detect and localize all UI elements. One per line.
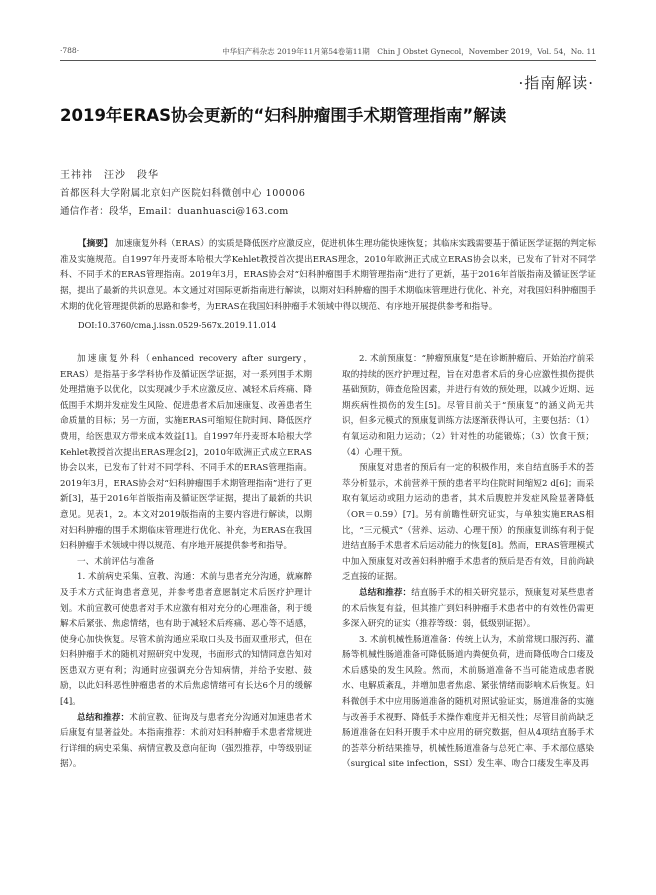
left-column <box>60 352 312 773</box>
page-number: ·788· <box>60 46 80 55</box>
summary-label: 总结和推荐： <box>77 712 130 723</box>
section-heading: 一、术前评估与准备 <box>77 556 155 567</box>
affiliation: 首都医科大学附属北京妇产医院妇科微创中心 100006 <box>60 188 306 199</box>
body-paragraph: 1. 术前病史采集、宣教、沟通：术前与患者充分沟通，就麻醉及手术方式征询患者意见，并参考患者意愿制定术后医疗护理计划。术前宣教可使患者对手术应激有相对充分的心理准备，利于缓解术后紧张、焦虑情绪，也有助于减轻术后疼痛、恶心等不适感，使身心加快恢复。尽管术前沟通应采取口头及书面双重形式，但在妇科肿瘤手术的随机对照研究中发现，书面形式的知情同意告知对医患双方更有利；沟通时应强调充分告知病情，并给予安慰、鼓励，以此妇科恶性肿瘤患者的术后焦虑情绪可有长达6个月的缓解[4]。 <box>60 572 312 708</box>
journal-citation: 中华妇产科杂志 2019年11月第54卷第11期 Chin J Obstet Gynecol，November 2019，Vol. 54，No. 11 <box>222 47 596 56</box>
summary-label: 总结和推荐： <box>359 587 412 598</box>
body-paragraph: 预康复对患者的预后有一定的积极作用，来自结直肠手术的荟萃分析显示，术前营养干预的患者平均住院时间缩短2 d[6]；而采取有氧运动或阻力运动的患者，其术后腹腔并发症风险显著降低（OR＝0.59）[7]。另有前瞻性研究证实，与单独实施ERAS相比，“三元模式”（营养、运动、心理干预）的预康复训练有利于促进结直肠手术患者术后运动能力的恢复[8]。然而，ERAS管理模式中加入预康复对改善妇科肿瘤手术患者的预后是否有效，目前尚缺乏直接的证据。 <box>342 463 594 583</box>
authors: 王祎祎 汪沙 段华 <box>60 170 159 181</box>
running-header <box>60 46 596 60</box>
right-column <box>342 352 594 773</box>
summary-text: 术前宣教、征询及与患者充分沟通对加速患者术后康复有显著益处。本指南推荐：术前对妇科肿瘤手术患者常规进行详细的病史采集、病情宣教及意向征询（强烈推荐，中等级别证据）。 <box>60 712 312 770</box>
intro-paragraph: 加速康复外科（enhanced recovery after surgery，ERAS）是指基于多学科协作及循证医学证据，对一系列围手术期处理措施予以优化，以实现减少手术应激反应、减轻术后疼痛、降低围手术期并发症发生风险、促进患者术后加速康复、改善患者生命质量的目标；另一方面，实施ERAS可缩短住院时间、降低医疗费用，给医患双方带来成本效益[1]。自1997年丹麦哥本哈根大学Kehlet教授首次提出ERAS理念[2]，2010年欧洲正式成立ERAS协会以来，已发布了针对不同学科、不同手术的ERAS管理指南。2019年3月，ERAS协会对“妇科肿瘤围手术期管理指南”进行了更新[3]，基于2016年首版指南及循证医学证据，提出了最新的共识意见。见表1，2。本文对2019版指南的主要内容进行解读，以期对妇科肿瘤的围手术期临床管理进行优化、补充，为ERAS在我国妇科肿瘤手术领域中得以规范、有序地开展提供参考和指导。 <box>60 354 312 552</box>
abstract-text: 加速康复外科（ERAS）的实质是降低医疗应激反应，促进机体生理功能快速恢复；其临床实践需要基于循证医学证据的判定标准及实施规范。自1997年丹麦哥本哈根大学Kehlet教授首次提出ERAS理念，2010年欧洲正式成立ERAS协会以来，已发布了针对不同学科、不同手术的ERAS管理指南。2019年3月，ERAS协会对“妇科肿瘤围手术期管理指南”进行了更新，基于2016年首版指南及循证医学证据，提出了最新的共识意见。本文通过对国际更新指南进行解读，以期对妇科肿瘤的围手术期临床管理进行优化、补充，对我国妇科肿瘤围手术期的优化管理提供新的思路和参考，为ERAS在我国妇科肿瘤手术领域中得以规范、有序地开展提供参考和指导。 <box>60 239 596 312</box>
abstract-label: 【摘要】 <box>78 239 113 249</box>
body-paragraph: 3. 术前机械性肠道准备：传统上认为，术前常规口服泻药、灌肠等机械性肠道准备可降低肠道内粪便负荷，进而降低吻合口瘘及术后感染的发生风险。然而，术前肠道准备不当可能造成患者脱水、电解质紊乱，并增加患者焦虑、紧张情绪而影响术后恢复。妇科微创手术中应用肠道准备的随机对照试验证实，肠道准备的实施与改善手术视野、降低手术操作难度并无相关性；尽管目前尚缺乏肠道准备在妇科开腹手术中应用的研究数据，但从4项结直肠手术的荟萃分析结果推导，机械性肠道准备与总死亡率、手术部位感染（surgical site infection，SSI）发生率、吻合口瘘发生率及再 <box>342 634 594 770</box>
doi: DOI:10.3760/cma.j.issn.0529-567x.2019.11.014 <box>78 320 277 330</box>
section-tag: ·指南解读· <box>518 74 594 92</box>
summary-paragraph <box>342 586 594 633</box>
summary-text: 结直肠手术的相关研究显示，预康复对某些患者的术后恢复有益，但其推广到妇科肿瘤手术患者中的有效性仍需更多深入研究的证实（推荐等级：弱，低级别证据）。 <box>342 587 594 630</box>
body-paragraph: 2. 术前预康复：“肿瘤预康复”是在诊断肿瘤后、开始治疗前采取的持续的医疗护理过程，旨在对患者术后的身心应激性损伤提供基础预防，筛查危险因素，并进行有效的预处理，以减少近期、远期疾病性损伤的发生[5]。尽管目前关于“预康复”的涵义尚无共识，但多元模式的预康复训练方法逐渐获得认可，主要包括：（1）有氧运动和阻力运动；（2）针对性的功能锻炼；（3）饮食干预；（4）心理干预。 <box>342 354 594 458</box>
header-rule <box>60 60 596 61</box>
article-title: 2019年ERAS协会更新的“妇科肿瘤围手术期管理指南”解读 <box>60 106 507 125</box>
correspondence: 通信作者：段华，Email：duanhuasci@163.com <box>60 206 289 217</box>
summary-paragraph <box>60 711 312 773</box>
abstract <box>60 237 596 316</box>
